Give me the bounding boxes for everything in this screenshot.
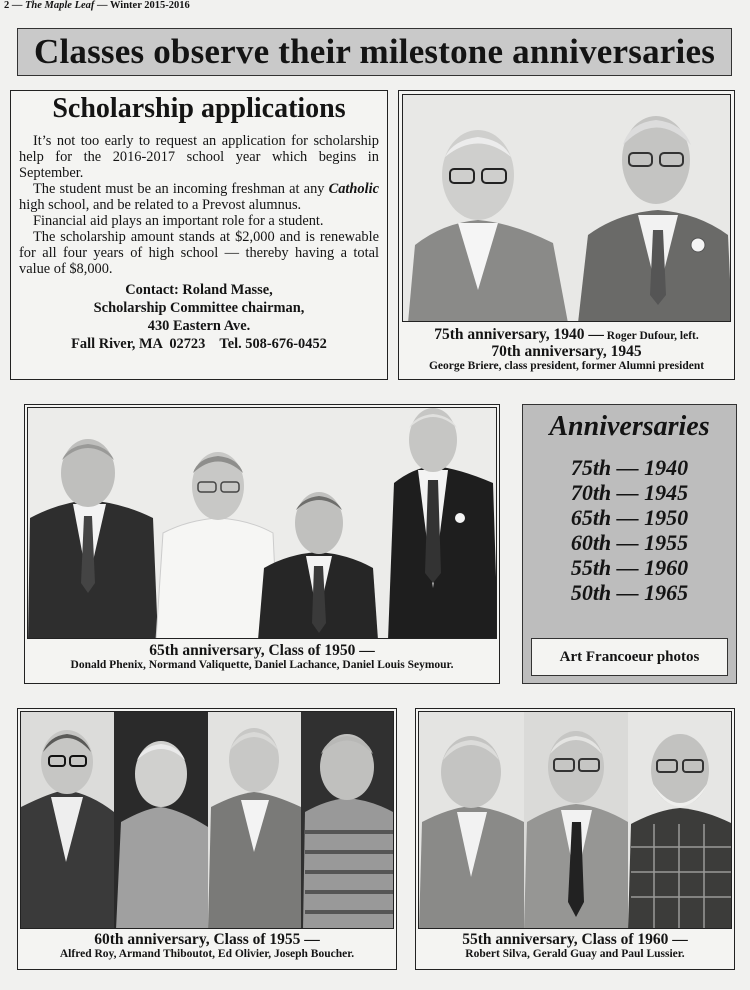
anniversary-item: 60th — 1955: [570, 530, 689, 555]
photo-3-caption: [18, 932, 396, 962]
anniversaries-title: Anniversaries: [549, 411, 710, 442]
anniversary-item: 55th — 1960: [570, 555, 689, 580]
scholarship-para-3: Financial aid plays an important role for a student.: [33, 213, 324, 229]
scholarship-article: [10, 90, 388, 380]
para2-emphasis: Catholic: [328, 181, 379, 197]
photo-block-2: [24, 404, 500, 684]
contact-line: Fall River, MA 02723 Tel. 508-676-0452: [71, 336, 327, 352]
contact-line: Scholarship Committee chairman,: [93, 300, 305, 316]
contact-line: 430 Eastern Ave.: [147, 318, 251, 334]
headline-banner: [17, 28, 732, 76]
photo-credit: Art Francoeur photos: [531, 638, 728, 676]
caption-1950: 65th anniversary, Class of 1950 —: [149, 642, 375, 659]
para2-text-b: high school, and be related to a Prevost alumnus.: [19, 197, 302, 213]
scholarship-para-4: The scholarship amount stands at $2,000 and is renewable for all four years of high school — thereby having a total value of $8,000.: [19, 229, 379, 277]
contact-block: [19, 281, 379, 353]
caption-75th: 75th anniversary, 1940 —: [434, 326, 604, 343]
running-head: 2 — The Maple Leaf — Winter 2015-2016: [4, 0, 190, 11]
photo-class-1950: [27, 407, 497, 639]
para2-text-a: The student must be an incoming freshman at any: [33, 181, 329, 197]
caption-1960-names: Robert Silva, Gerald Guay and Paul Lussier.: [465, 948, 685, 960]
publication-name: The Maple Leaf: [25, 0, 95, 11]
caption-1955: 60th anniversary, Class of 1955 —: [94, 931, 320, 948]
anniversary-item: 65th — 1950: [570, 505, 689, 530]
caption-70th-names: George Briere, class president, former Alumni president: [428, 360, 705, 372]
caption-1955-names: Alfred Roy, Armand Thiboutot, Ed Olivier, Joseph Boucher.: [59, 948, 355, 960]
scholarship-para-1: It’s not too early to request an application for scholarship help for the 2016-2017 school year which begins in September.: [19, 133, 379, 181]
photo-block-4: [415, 708, 735, 970]
photo-2-caption: [25, 643, 499, 673]
anniversary-item: 75th — 1940: [570, 455, 689, 480]
photo-class-1955: [20, 711, 394, 929]
anniversary-item: 70th — 1945: [570, 480, 689, 505]
scholarship-para-2: [19, 181, 379, 213]
caption-75th-names: Roger Dufour, left.: [603, 330, 699, 342]
photo-block-1: [398, 90, 735, 380]
scholarship-title: Scholarship applications: [52, 93, 346, 124]
issue-date: Winter 2015-2016: [109, 0, 190, 11]
caption-1960: 55th anniversary, Class of 1960 —: [462, 931, 688, 948]
contact-line: Contact: Roland Masse,: [125, 282, 273, 298]
headline: Classes observe their milestone anniversaries: [33, 32, 716, 71]
caption-70th: 70th anniversary, 1945: [491, 343, 642, 360]
page-number: 2: [4, 0, 10, 11]
photo-4-caption: [416, 932, 734, 962]
photo-class-1960: [418, 711, 732, 929]
photo-block-3: [17, 708, 397, 970]
anniversary-item: 50th — 1965: [570, 580, 689, 605]
anniversaries-list: [523, 455, 736, 605]
photo-two-alumni: [402, 94, 731, 322]
caption-1950-names: Donald Phenix, Normand Valiquette, Daniel Lachance, Daniel Louis Seymour.: [70, 659, 454, 671]
photo-1-caption: [399, 327, 734, 374]
